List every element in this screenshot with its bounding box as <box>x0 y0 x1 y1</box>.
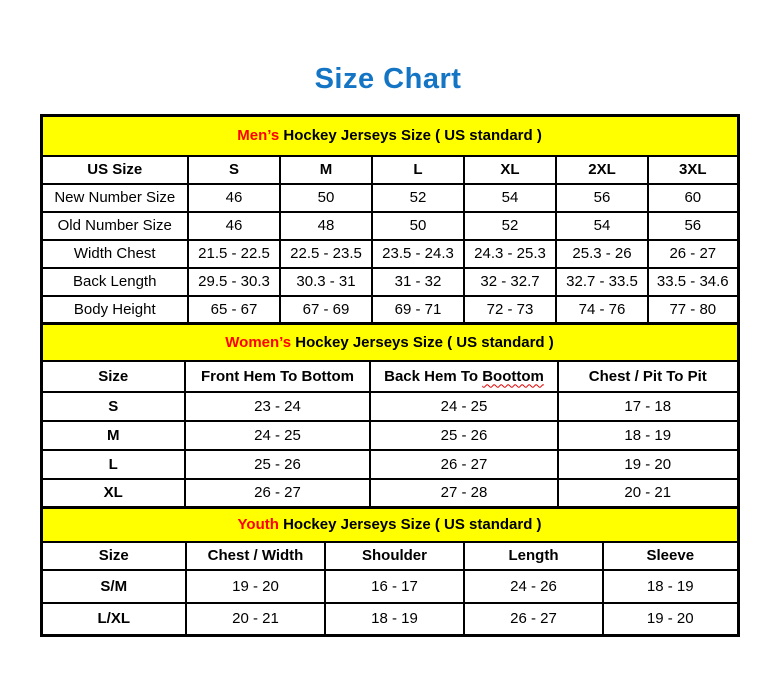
table-cell: 48 <box>280 212 372 240</box>
row-label: XL <box>41 479 185 508</box>
row-label: Old Number Size <box>41 212 188 240</box>
table-cell: 26 - 27 <box>464 603 603 636</box>
row-label: S <box>41 392 185 421</box>
table-row <box>41 421 738 450</box>
row-label: Width Chest <box>41 240 188 268</box>
column-header: US Size <box>41 156 188 184</box>
womens-size-table <box>40 322 740 509</box>
column-header: M <box>280 156 372 184</box>
row-label: L <box>41 450 185 479</box>
table-cell: 20 - 21 <box>186 603 325 636</box>
table-cell: 23 - 24 <box>185 392 370 421</box>
mens-size-table <box>40 114 740 325</box>
column-header: 2XL <box>556 156 648 184</box>
column-header: Shoulder <box>325 542 464 570</box>
table-cell: 56 <box>556 184 648 212</box>
table-row <box>41 570 738 603</box>
table-cell: 46 <box>188 212 280 240</box>
column-header: Length <box>464 542 603 570</box>
table-row <box>41 392 738 421</box>
table-row <box>41 240 738 268</box>
misspelled-word: Boottom <box>482 367 544 385</box>
table-cell: 20 - 21 <box>558 479 738 508</box>
table-cell: 50 <box>280 184 372 212</box>
size-chart <box>40 114 737 637</box>
page-title: Size Chart <box>314 63 462 95</box>
table-cell: 77 - 80 <box>648 296 738 324</box>
column-header: Front Hem To Bottom <box>185 361 370 392</box>
table-row <box>41 479 738 508</box>
column-header: Size <box>41 361 185 392</box>
table-cell: 46 <box>188 184 280 212</box>
header-row <box>41 156 738 184</box>
table-cell: 25 - 26 <box>370 421 558 450</box>
column-header: Size <box>41 542 186 570</box>
table-cell: 18 - 19 <box>603 570 738 603</box>
table-cell: 24 - 25 <box>185 421 370 450</box>
table-cell: 18 - 19 <box>558 421 738 450</box>
table-cell: 30.3 - 31 <box>280 268 372 296</box>
table-cell: 50 <box>372 212 464 240</box>
banner-highlight: Men’s <box>237 127 280 145</box>
table-cell: 32 - 32.7 <box>464 268 556 296</box>
table-cell: 67 - 69 <box>280 296 372 324</box>
table-cell: 52 <box>372 184 464 212</box>
row-label: New Number Size <box>41 184 188 212</box>
youth-banner <box>41 508 738 542</box>
row-label: S/M <box>41 570 186 603</box>
table-cell: 23.5 - 24.3 <box>372 240 464 268</box>
table-cell: 19 - 20 <box>603 603 738 636</box>
header-row <box>41 542 738 570</box>
banner-text: Hockey Jerseys Size ( US standard ) <box>291 333 554 351</box>
column-header: Back Hem To Boottom <box>370 361 558 392</box>
table-cell: 24 - 25 <box>370 392 558 421</box>
table-cell: 25.3 - 26 <box>556 240 648 268</box>
table-cell: 18 - 19 <box>325 603 464 636</box>
table-cell: 24 - 26 <box>464 570 603 603</box>
table-cell: 21.5 - 22.5 <box>188 240 280 268</box>
table-cell: 24.3 - 25.3 <box>464 240 556 268</box>
table-row <box>41 450 738 479</box>
column-header: L <box>372 156 464 184</box>
table-cell: 22.5 - 23.5 <box>280 240 372 268</box>
table-cell: 26 - 27 <box>648 240 738 268</box>
banner-highlight: Women’s <box>225 333 292 351</box>
table-row <box>41 268 738 296</box>
table-cell: 65 - 67 <box>188 296 280 324</box>
column-header: S <box>188 156 280 184</box>
banner-text: Hockey Jerseys Size ( US standard ) <box>278 516 542 534</box>
table-row <box>41 603 738 636</box>
column-header: 3XL <box>648 156 738 184</box>
women-banner <box>41 324 738 361</box>
table-row <box>41 184 738 212</box>
banner-text: Hockey Jerseys Size ( US standard ) <box>279 127 542 145</box>
table-cell: 32.7 - 33.5 <box>556 268 648 296</box>
table-cell: 52 <box>464 212 556 240</box>
column-header: Chest / Pit To Pit <box>558 361 738 392</box>
table-cell: 74 - 76 <box>556 296 648 324</box>
table-cell: 60 <box>648 184 738 212</box>
table-cell: 54 <box>556 212 648 240</box>
table-cell: 25 - 26 <box>185 450 370 479</box>
table-cell: 31 - 32 <box>372 268 464 296</box>
table-cell: 19 - 20 <box>186 570 325 603</box>
table-cell: 26 - 27 <box>370 450 558 479</box>
column-header: Sleeve <box>603 542 738 570</box>
table-cell: 33.5 - 34.6 <box>648 268 738 296</box>
table-cell: 16 - 17 <box>325 570 464 603</box>
table-cell: 26 - 27 <box>185 479 370 508</box>
table-cell: 17 - 18 <box>558 392 738 421</box>
table-row <box>41 296 738 324</box>
row-label: M <box>41 421 185 450</box>
men-banner <box>41 116 738 156</box>
table-cell: 19 - 20 <box>558 450 738 479</box>
column-header: Chest / Width <box>186 542 325 570</box>
table-row <box>41 212 738 240</box>
table-cell: 56 <box>648 212 738 240</box>
column-header: XL <box>464 156 556 184</box>
youth-size-table <box>40 506 740 637</box>
row-label: Body Height <box>41 296 188 324</box>
table-cell: 69 - 71 <box>372 296 464 324</box>
banner-highlight: Youth <box>237 516 279 534</box>
table-cell: 29.5 - 30.3 <box>188 268 280 296</box>
row-label: L/XL <box>41 603 186 636</box>
header-row <box>41 361 738 392</box>
table-cell: 72 - 73 <box>464 296 556 324</box>
row-label: Back Length <box>41 268 188 296</box>
table-cell: 54 <box>464 184 556 212</box>
table-cell: 27 - 28 <box>370 479 558 508</box>
